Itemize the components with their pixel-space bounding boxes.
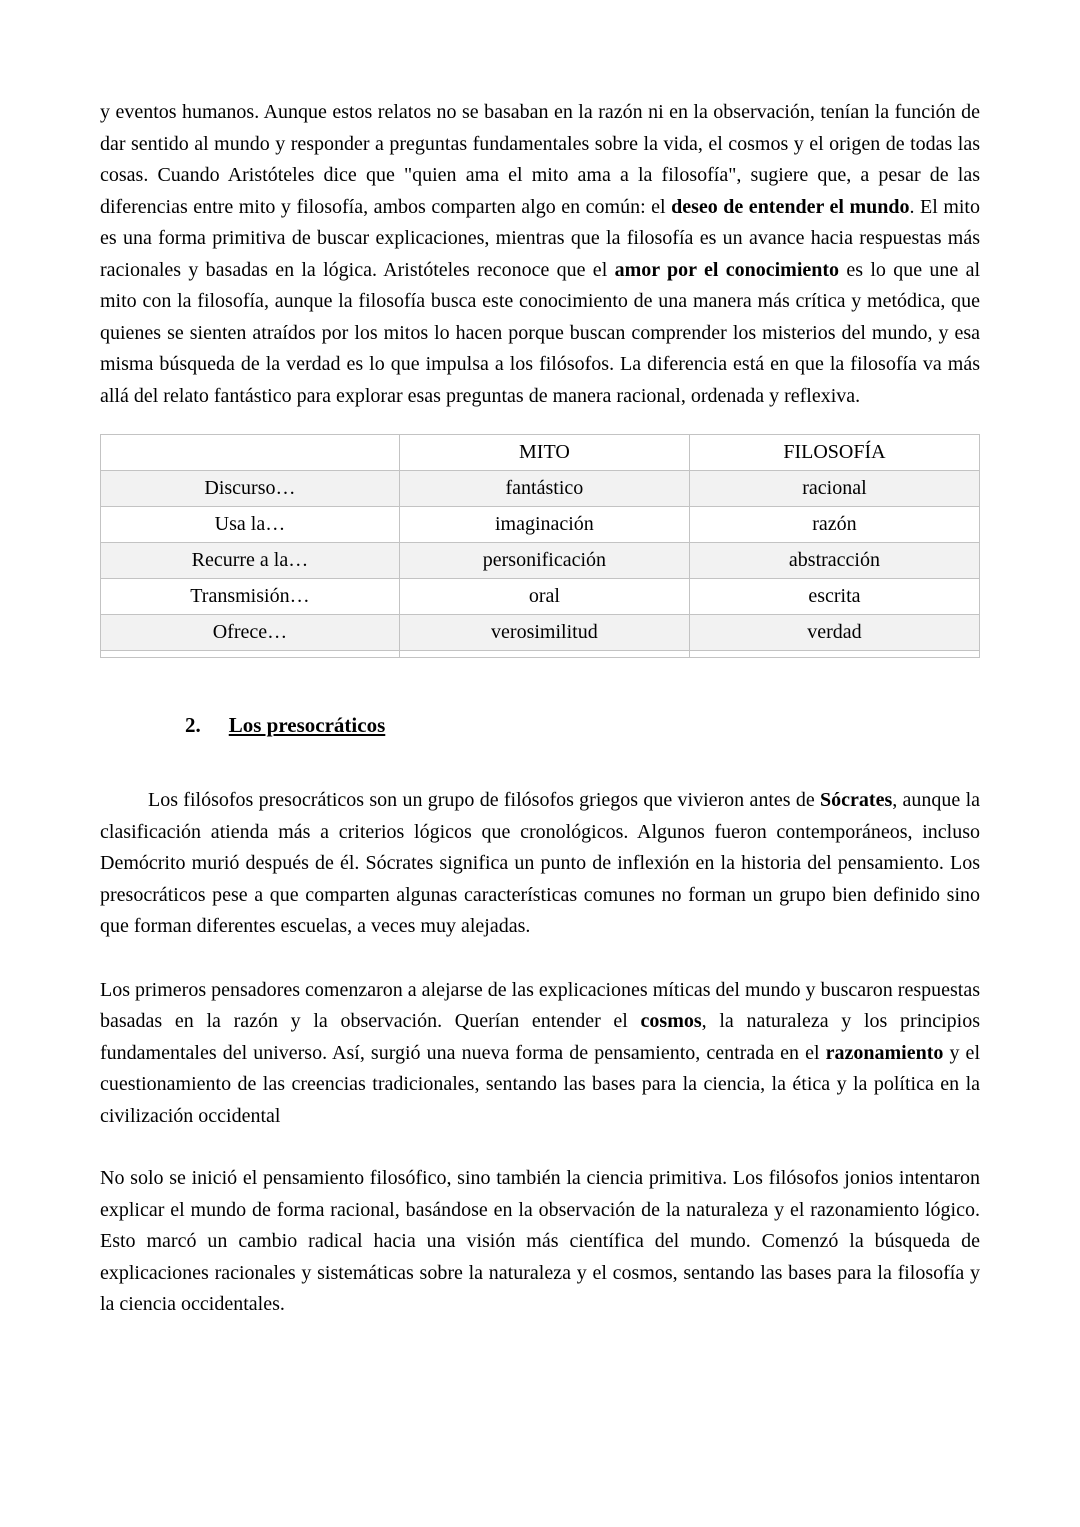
text-run: No solo se inició el pensamiento filosófico, sino también la ciencia primitiva. Los filósofos jonios intentaron explicar el mundo de forma racional, basándose en la observación de la naturaleza y el razonamiento lógico. Esto marcó un cambio radical hacia una visión más científica del mundo. Comenzó la búsqueda de explicaciones racionales y sistemáticas sobre la naturaleza y el cosmos, sentando las bases para la filosofía y la ciencia occidentales.	[100, 1167, 980, 1315]
heading-title: Los presocráticos	[228, 713, 386, 737]
row-label-cell: Transmisión…	[101, 579, 400, 615]
table-spacer-cell	[689, 651, 979, 658]
row-label-cell: Discurso…	[101, 471, 400, 507]
mito-cell: oral	[399, 579, 689, 615]
text-run: , aunque la clasificación atienda más a criterios lógicos que cronológicos. Algunos fueron contemporáneos, incluso Demócrito murió después de él. Sócrates significa un punto de inflexión en la historia del pensamiento. Los presocráticos pese a que comparten algunas características comunes no forman un grupo bien definido sino que forman diferentes escuelas, a veces muy alejadas.	[100, 789, 981, 937]
table-row	[101, 471, 980, 507]
table-row	[101, 579, 980, 615]
filosofia-cell: verdad	[689, 615, 979, 651]
text-run: y eventos humanos. Aunque estos relatos no se basaban en la razón ni en la observación, tenían la función de dar sentido al mundo y responder a preguntas fundamentales sobre la vida, el cosmos y el origen de todas las cosas. Cuando Aristóteles dice que "quien ama el mito ama a la filosofía", sugiere que, a pesar de las diferencias entre mito y filosofía, ambos comparten algo en común: el	[100, 101, 980, 218]
mito-cell: fantástico	[399, 471, 689, 507]
paragraph-first-thinkers	[100, 975, 980, 1133]
table-header-row	[101, 435, 980, 471]
table-header-empty	[101, 435, 400, 471]
text-run: . El mito es una forma primitiva de buscar explicaciones, mientras que la filosofía es un avance hacia respuestas más racionales y basadas en la lógica. Aristóteles reconoce que el	[100, 195, 980, 281]
paragraph-intro	[100, 97, 980, 412]
filosofia-cell: abstracción	[689, 543, 979, 579]
row-label-cell: Recurre a la…	[101, 543, 400, 579]
table-spacer-row	[101, 651, 980, 658]
text-run: y el cuestionamiento de las creencias tradicionales, sentando las bases para la ciencia, la ética y la política en la civilización occidental	[100, 1041, 980, 1127]
table-header-filosofia: FILOSOFÍA	[689, 435, 979, 471]
table-row	[101, 543, 980, 579]
mito-cell: imaginación	[399, 507, 689, 543]
table-spacer-cell	[101, 651, 400, 658]
row-label-cell: Ofrece…	[101, 615, 400, 651]
text-run: es lo que une al mito con la filosofía, aunque la filosofía busca este conocimiento de una manera más crítica y metódica, que quienes se sienten atraídos por los mitos lo hacen porque buscan comprender los misterios del mundo, y esa misma búsqueda de la verdad es lo que impulsa a los filósofos. La diferencia está en que la filosofía va más allá del relato fantástico para explorar esas preguntas de manera racional, ordenada y reflexiva.	[100, 258, 981, 407]
table-row	[101, 507, 980, 543]
bold-text-run: razonamiento	[825, 1041, 944, 1064]
mito-cell: verosimilitud	[399, 615, 689, 651]
paragraph-ionian-science	[100, 1163, 980, 1321]
bold-text-run: cosmos	[640, 1010, 702, 1032]
text-run: Los filósofos presocráticos son un grupo de filósofos griegos que vivieron antes de	[148, 789, 821, 811]
text-run: Los primeros pensadores comenzaron a alejarse de las explicaciones míticas del mundo y buscaron respuestas basadas en la razón y la observación. Querían entender el	[100, 978, 980, 1032]
row-label-cell: Usa la…	[101, 507, 400, 543]
bold-text-run: amor por el conocimiento	[614, 258, 840, 281]
bold-text-run: Sócrates	[820, 789, 893, 811]
table-spacer-cell	[399, 651, 689, 658]
mito-cell: personificación	[399, 543, 689, 579]
filosofia-cell: razón	[689, 507, 979, 543]
paragraph-presocraticos-intro	[100, 785, 980, 943]
section-heading-presocraticos	[185, 709, 980, 741]
heading-number: 2.	[185, 713, 201, 737]
table-row	[101, 615, 980, 651]
table-header-mito: MITO	[399, 435, 689, 471]
bold-text-run: deseo de entender el mundo	[671, 195, 910, 218]
text-run: , la naturaleza y los principios fundamentales del universo. Así, surgió una nueva forma de pensamiento, centrada en el	[100, 1010, 981, 1064]
myth-vs-philosophy-table	[100, 434, 980, 658]
filosofia-cell: escrita	[689, 579, 979, 615]
filosofia-cell: racional	[689, 471, 979, 507]
